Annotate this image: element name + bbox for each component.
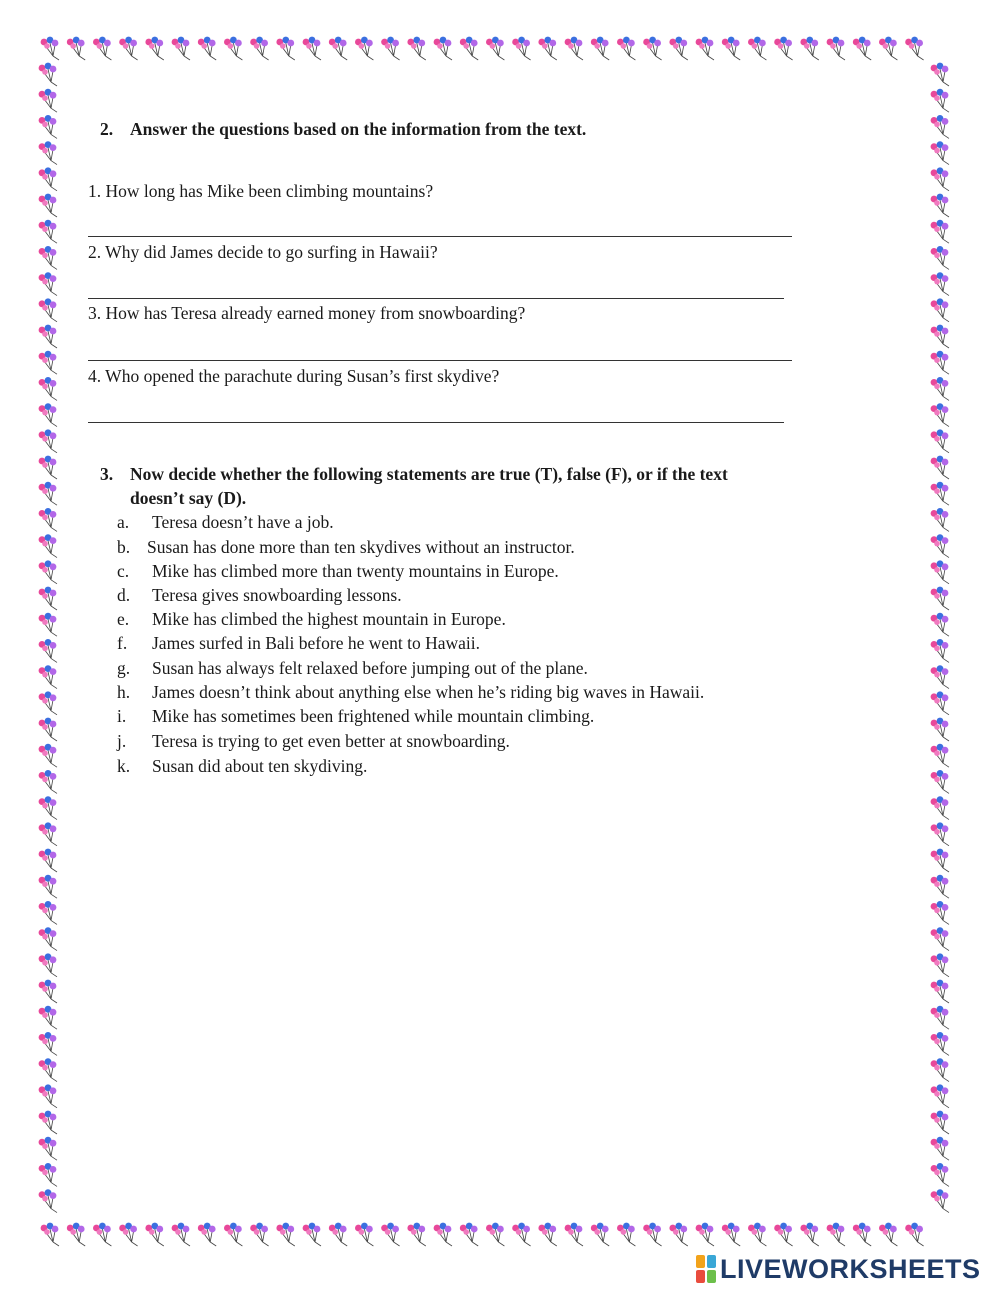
- statement-text: Mike has climbed the highest mountain in Europe.: [152, 609, 506, 629]
- balloon-cluster-icon: [486, 37, 504, 60]
- balloon-cluster-icon: [39, 403, 57, 426]
- balloon-cluster-icon: [643, 1223, 661, 1246]
- balloon-cluster-icon: [460, 1223, 478, 1246]
- balloon-cluster-icon: [145, 37, 163, 60]
- balloon-cluster-icon: [355, 37, 373, 60]
- balloon-cluster-icon: [879, 37, 897, 60]
- statement-text: Susan has always felt relaxed before jumping out of the plane.: [152, 658, 588, 678]
- balloon-cluster-icon: [931, 849, 949, 872]
- balloon-cluster-icon: [39, 429, 57, 452]
- statement-letter: k.: [117, 756, 131, 776]
- balloon-cluster-icon: [879, 1223, 897, 1246]
- balloon-cluster-icon: [39, 1006, 57, 1029]
- statement-letter: e.: [117, 609, 130, 629]
- balloon-cluster-icon: [39, 796, 57, 819]
- balloon-cluster-icon: [931, 744, 949, 767]
- balloon-cluster-icon: [853, 1223, 871, 1246]
- balloon-cluster-icon: [276, 1223, 294, 1246]
- balloon-cluster-icon: [931, 691, 949, 714]
- balloon-cluster-icon: [931, 456, 949, 479]
- balloon-cluster-icon: [39, 246, 57, 269]
- balloon-cluster-icon: [722, 37, 740, 60]
- balloon-cluster-icon: [303, 1223, 321, 1246]
- balloon-cluster-icon: [39, 744, 57, 767]
- balloon-cluster-icon: [931, 482, 949, 505]
- balloon-cluster-icon: [41, 37, 59, 60]
- balloon-cluster-icon: [931, 63, 949, 86]
- balloon-cluster-icon: [39, 377, 57, 400]
- balloon-cluster-icon: [198, 1223, 216, 1246]
- balloon-cluster-icon: [931, 587, 949, 610]
- question-2: 2. Why did James decide to go surfing in Hawaii?: [88, 242, 438, 262]
- statement-text: James doesn’t think about anything else when he’s riding big waves in Hawaii.: [152, 682, 705, 702]
- balloon-cluster-icon: [931, 1189, 949, 1212]
- balloon-cluster-icon: [512, 1223, 530, 1246]
- balloon-cluster-icon: [931, 1058, 949, 1081]
- section-3-heading-line-1: Now decide whether the following statements are true (T), false (F), or if the text: [130, 464, 728, 484]
- section-3-number: 3.: [100, 464, 114, 484]
- balloon-cluster-icon: [39, 220, 57, 243]
- liveworksheets-logo-text: LIVEWORKSHEETS: [720, 1253, 981, 1284]
- balloon-cluster-icon: [905, 37, 923, 60]
- balloon-cluster-icon: [931, 822, 949, 845]
- balloon-cluster-icon: [931, 351, 949, 374]
- balloon-cluster-icon: [931, 875, 949, 898]
- balloon-cluster-icon: [39, 298, 57, 321]
- balloon-cluster-icon: [827, 1223, 845, 1246]
- section-3-heading-line-2: doesn’t say (D).: [130, 488, 247, 508]
- balloon-cluster-icon: [67, 1223, 85, 1246]
- balloon-cluster-icon: [931, 377, 949, 400]
- balloon-cluster-icon: [407, 1223, 425, 1246]
- balloon-cluster-icon: [434, 1223, 452, 1246]
- balloon-cluster-icon: [931, 325, 949, 348]
- balloon-cluster-icon: [774, 1223, 792, 1246]
- balloon-cluster-icon: [39, 639, 57, 662]
- balloon-cluster-icon: [800, 37, 818, 60]
- statement-letter: f.: [117, 633, 128, 653]
- balloon-cluster-icon: [39, 927, 57, 950]
- balloon-cluster-icon: [39, 901, 57, 924]
- balloon-cluster-icon: [931, 1111, 949, 1134]
- liveworksheets-logo-icon: [696, 1255, 716, 1283]
- statement-letter: a.: [117, 512, 130, 532]
- balloon-cluster-icon: [39, 822, 57, 845]
- balloon-cluster-icon: [696, 1223, 714, 1246]
- balloon-cluster-icon: [39, 849, 57, 872]
- balloon-cluster-icon: [591, 37, 609, 60]
- balloon-cluster-icon: [250, 37, 268, 60]
- balloon-cluster-icon: [538, 1223, 556, 1246]
- balloon-cluster-icon: [39, 456, 57, 479]
- balloon-cluster-icon: [381, 1223, 399, 1246]
- balloon-cluster-icon: [145, 1223, 163, 1246]
- balloon-cluster-icon: [931, 718, 949, 741]
- balloon-cluster-icon: [93, 37, 111, 60]
- balloon-cluster-icon: [800, 1223, 818, 1246]
- balloon-cluster-icon: [39, 272, 57, 295]
- balloon-cluster-icon: [329, 37, 347, 60]
- balloon-cluster-icon: [39, 115, 57, 138]
- balloon-cluster-icon: [748, 37, 766, 60]
- balloon-cluster-icon: [827, 37, 845, 60]
- balloon-cluster-icon: [67, 37, 85, 60]
- statement-text: Mike has sometimes been frightened while mountain climbing.: [152, 706, 595, 726]
- balloon-cluster-icon: [931, 115, 949, 138]
- balloon-cluster-icon: [931, 194, 949, 217]
- balloon-cluster-icon: [931, 1084, 949, 1107]
- balloon-cluster-icon: [39, 665, 57, 688]
- balloon-cluster-icon: [39, 63, 57, 86]
- statement-text: Teresa is trying to get even better at snowboarding.: [152, 731, 510, 751]
- balloon-cluster-icon: [931, 613, 949, 636]
- statement-text: Teresa doesn’t have a job.: [152, 512, 334, 532]
- balloon-cluster-icon: [39, 167, 57, 190]
- answer-line-1[interactable]: [88, 236, 792, 237]
- balloon-cluster-icon: [931, 560, 949, 583]
- balloon-cluster-icon: [931, 89, 949, 112]
- balloon-cluster-icon: [931, 1163, 949, 1186]
- statement-text: Susan did about ten skydiving.: [152, 756, 368, 776]
- balloon-cluster-icon: [931, 246, 949, 269]
- statement-letter: d.: [117, 585, 131, 605]
- question-1: 1. How long has Mike been climbing mountains?: [88, 181, 434, 201]
- balloon-cluster-icon: [39, 1084, 57, 1107]
- balloon-cluster-icon: [669, 1223, 687, 1246]
- balloon-cluster-icon: [931, 403, 949, 426]
- balloon-cluster-icon: [931, 639, 949, 662]
- balloon-cluster-icon: [41, 1223, 59, 1246]
- section-2-heading: Answer the questions based on the information from the text.: [130, 119, 587, 139]
- statement-text: Mike has climbed more than twenty mountains in Europe.: [152, 561, 559, 581]
- balloon-cluster-icon: [931, 220, 949, 243]
- balloon-cluster-icon: [39, 325, 57, 348]
- section-2-number: 2.: [100, 119, 114, 139]
- balloon-cluster-icon: [93, 1223, 111, 1246]
- balloon-cluster-icon: [931, 1137, 949, 1160]
- balloon-cluster-icon: [39, 691, 57, 714]
- balloon-cluster-icon: [407, 37, 425, 60]
- statement-letter: b.: [117, 537, 131, 557]
- balloon-cluster-icon: [722, 1223, 740, 1246]
- balloon-cluster-icon: [931, 770, 949, 793]
- balloon-cluster-icon: [643, 37, 661, 60]
- answer-line-4[interactable]: [88, 422, 784, 423]
- balloon-cluster-icon: [39, 1137, 57, 1160]
- answer-line-3[interactable]: [88, 360, 792, 361]
- balloon-cluster-icon: [119, 1223, 137, 1246]
- balloon-cluster-icon: [39, 718, 57, 741]
- balloon-cluster-icon: [39, 89, 57, 112]
- balloon-cluster-icon: [172, 1223, 190, 1246]
- balloon-cluster-icon: [905, 1223, 923, 1246]
- statement-letter: h.: [117, 682, 131, 702]
- question-4: 4. Who opened the parachute during Susan’s first skydive?: [88, 366, 500, 386]
- statement-text: Teresa gives snowboarding lessons.: [152, 585, 402, 605]
- balloon-cluster-icon: [39, 980, 57, 1003]
- balloon-cluster-icon: [39, 482, 57, 505]
- balloon-cluster-icon: [931, 508, 949, 531]
- balloon-cluster-icon: [460, 37, 478, 60]
- balloon-cluster-icon: [329, 1223, 347, 1246]
- balloon-cluster-icon: [39, 534, 57, 557]
- balloon-cluster-icon: [931, 927, 949, 950]
- balloon-cluster-icon: [39, 1111, 57, 1134]
- statement-letter: i.: [117, 706, 127, 726]
- balloon-cluster-icon: [39, 1189, 57, 1212]
- balloon-cluster-icon: [538, 37, 556, 60]
- balloon-cluster-icon: [39, 1163, 57, 1186]
- balloon-cluster-icon: [748, 1223, 766, 1246]
- statement-text: James surfed in Bali before he went to Hawaii.: [152, 633, 481, 653]
- balloon-cluster-icon: [931, 901, 949, 924]
- balloon-cluster-icon: [39, 560, 57, 583]
- balloon-cluster-icon: [172, 37, 190, 60]
- balloon-cluster-icon: [853, 37, 871, 60]
- balloon-cluster-icon: [119, 37, 137, 60]
- balloon-cluster-icon: [931, 1032, 949, 1055]
- balloon-cluster-icon: [931, 980, 949, 1003]
- balloon-cluster-icon: [696, 37, 714, 60]
- balloon-cluster-icon: [39, 587, 57, 610]
- balloon-cluster-icon: [931, 534, 949, 557]
- balloon-cluster-icon: [931, 429, 949, 452]
- balloon-cluster-icon: [303, 37, 321, 60]
- balloon-cluster-icon: [931, 1006, 949, 1029]
- balloon-cluster-icon: [931, 298, 949, 321]
- balloon-cluster-icon: [931, 953, 949, 976]
- balloon-cluster-icon: [39, 770, 57, 793]
- balloon-cluster-icon: [39, 508, 57, 531]
- balloon-cluster-icon: [617, 37, 635, 60]
- balloon-cluster-icon: [39, 613, 57, 636]
- balloon-cluster-icon: [381, 37, 399, 60]
- statement-letter: j.: [117, 731, 127, 751]
- balloon-cluster-icon: [774, 37, 792, 60]
- balloon-cluster-icon: [39, 351, 57, 374]
- balloon-cluster-icon: [931, 141, 949, 164]
- balloon-cluster-icon: [198, 37, 216, 60]
- balloon-cluster-icon: [591, 1223, 609, 1246]
- answer-line-2[interactable]: [88, 298, 784, 299]
- balloon-cluster-icon: [565, 1223, 583, 1246]
- balloon-cluster-icon: [39, 141, 57, 164]
- balloon-cluster-icon: [276, 37, 294, 60]
- statement-text: Susan has done more than ten skydives without an instructor.: [147, 537, 575, 557]
- balloon-cluster-icon: [565, 37, 583, 60]
- balloon-cluster-icon: [486, 1223, 504, 1246]
- balloon-cluster-icon: [669, 37, 687, 60]
- balloon-cluster-icon: [39, 875, 57, 898]
- question-3: 3. How has Teresa already earned money from snowboarding?: [88, 303, 526, 323]
- balloon-cluster-icon: [224, 37, 242, 60]
- balloon-cluster-icon: [931, 167, 949, 190]
- balloon-cluster-icon: [39, 1058, 57, 1081]
- balloon-cluster-icon: [355, 1223, 373, 1246]
- balloon-cluster-icon: [434, 37, 452, 60]
- liveworksheets-logo: [696, 1254, 981, 1284]
- statement-letter: g.: [117, 658, 131, 678]
- balloon-cluster-icon: [224, 1223, 242, 1246]
- balloon-cluster-icon: [250, 1223, 268, 1246]
- balloon-cluster-icon: [931, 796, 949, 819]
- balloon-cluster-icon: [617, 1223, 635, 1246]
- balloon-cluster-icon: [39, 1032, 57, 1055]
- statement-letter: c.: [117, 561, 130, 581]
- balloon-cluster-icon: [512, 37, 530, 60]
- balloon-cluster-icon: [931, 665, 949, 688]
- balloon-cluster-icon: [39, 953, 57, 976]
- balloon-cluster-icon: [931, 272, 949, 295]
- balloon-cluster-icon: [39, 194, 57, 217]
